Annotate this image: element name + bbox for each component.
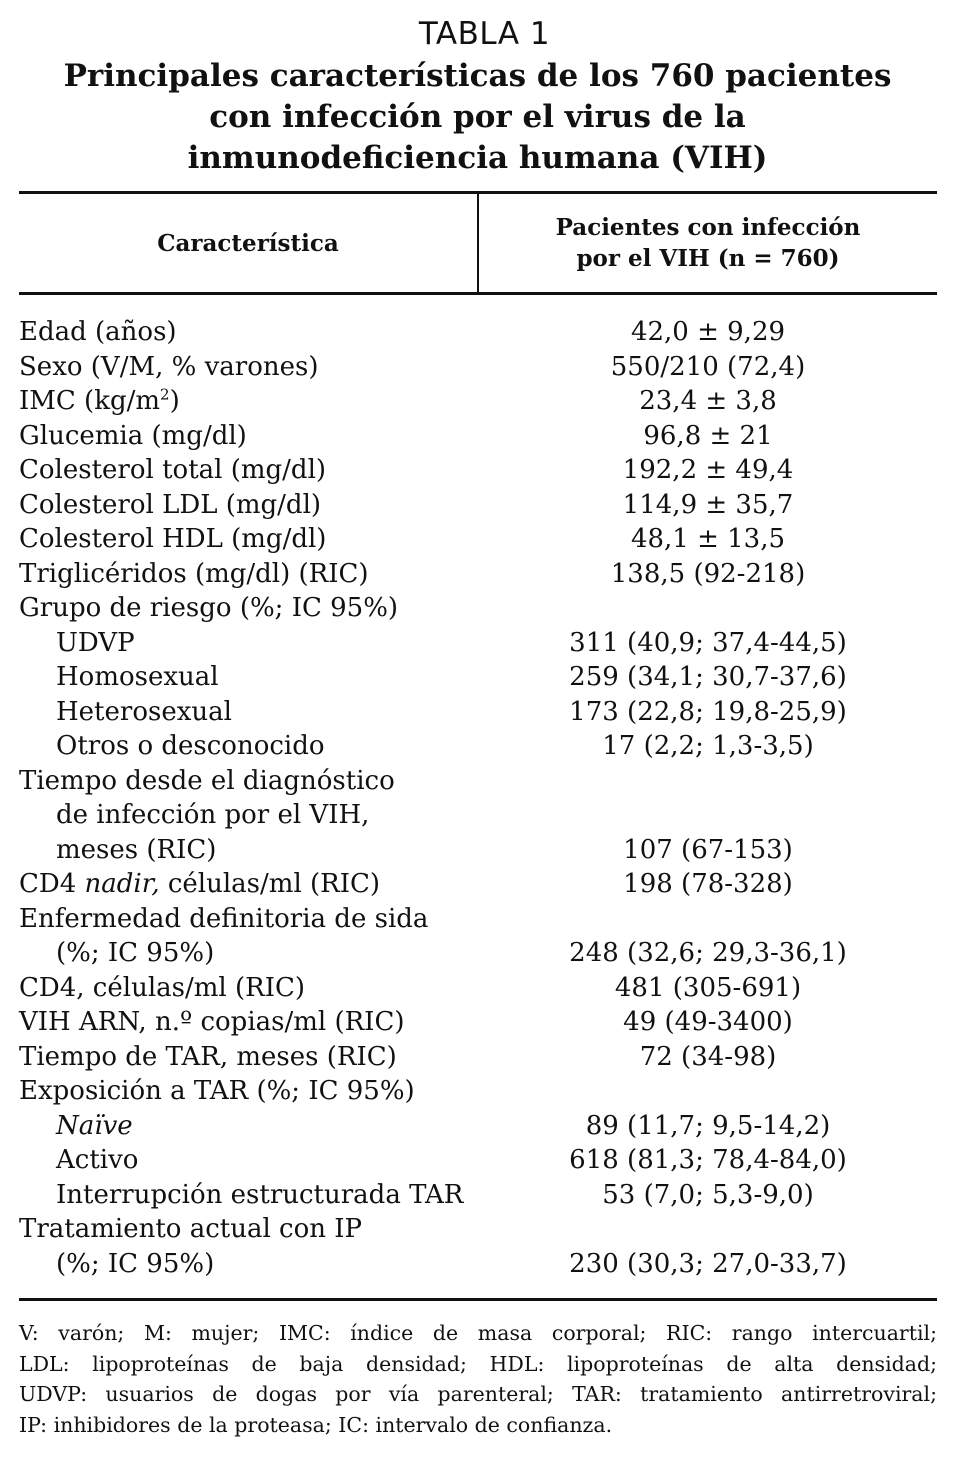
- table-row: [19, 1212, 937, 1247]
- table-row: [19, 1247, 937, 1282]
- row-label: VIH ARN, n.º copias/ml (RIC): [19, 1007, 405, 1037]
- row-value: 481 (305-691): [614, 972, 802, 1003]
- table-footnote: [19, 1318, 937, 1440]
- table-row: [19, 1074, 937, 1109]
- header-patients: [479, 194, 937, 292]
- table-row: [19, 833, 937, 868]
- table-row: [19, 1040, 937, 1075]
- table-row: [19, 419, 937, 454]
- row-value: 192,2 ± 49,4: [622, 455, 794, 485]
- table-row: [19, 350, 937, 385]
- table-row: [19, 557, 937, 592]
- table-row: [19, 764, 937, 799]
- table-row: [19, 695, 937, 730]
- table-row: [19, 971, 937, 1006]
- row-label: Interrupción estructurada TAR: [56, 1179, 464, 1210]
- row-value: 173 (22,8; 19,8-25,9): [569, 696, 847, 727]
- bottom-rule: [19, 1298, 937, 1301]
- table-row: [19, 798, 937, 833]
- row-value: 618 (81,3; 78,4-84,0): [569, 1145, 847, 1175]
- row-label: [19, 867, 380, 902]
- row-value: 259 (34,1; 30,7-37,6): [569, 662, 847, 692]
- row-label: Tiempo de TAR, meses (RIC): [19, 1041, 397, 1072]
- table-row: [19, 1143, 937, 1178]
- row-label: Triglicéridos (mg/dl) (RIC): [19, 558, 369, 589]
- row-value: 53 (7,0; 5,3-9,0): [602, 1179, 814, 1210]
- row-label: Homosexual: [56, 662, 219, 692]
- row-value: 550/210 (72,4): [610, 351, 806, 382]
- row-label: (%; IC 95%): [56, 938, 215, 968]
- footnote-line: LDL: lipoproteínas de baja densidad; HDL: lipoproteínas de alta densidad;: [19, 1351, 937, 1376]
- footnote-line: V: varón; M: mujer; IMC: índice de masa corporal; RIC: rango intercuartil;: [19, 1321, 937, 1345]
- table-row: [19, 453, 937, 488]
- table-label: TABLA 1: [418, 16, 551, 52]
- row-label: de infección por el VIH,: [56, 800, 370, 830]
- row-label: Naïve: [56, 1110, 133, 1141]
- row-label-text: ): [169, 386, 180, 416]
- superscript: 2: [160, 385, 170, 404]
- table-row: [19, 591, 937, 626]
- table-row: [19, 936, 937, 971]
- row-value: 89 (11,7; 9,5-14,2): [585, 1110, 831, 1141]
- row-label: Tratamiento actual con IP: [19, 1214, 363, 1244]
- row-label: [19, 384, 180, 419]
- header-rule: [19, 292, 937, 295]
- footnote-line: UDVP: usuarios de dogas por vía parenteral; TAR: tratamiento antirretroviral;: [19, 1382, 937, 1406]
- row-value: 311 (40,9; 37,4-44,5): [569, 627, 847, 658]
- row-value: 42,0 ± 9,29: [630, 317, 786, 347]
- row-label: Glucemia (mg/dl): [19, 420, 247, 451]
- table-row: [19, 626, 937, 661]
- table-row: [19, 488, 937, 523]
- row-value: 17 (2,2; 1,3-3,5): [602, 731, 814, 761]
- title-line: Principales características de los 760 pacientes: [63, 58, 892, 94]
- footnote-line: IP: inhibidores de la proteasa; IC: intervalo de confianza.: [19, 1412, 613, 1437]
- row-label-text: CD4: [19, 869, 85, 899]
- row-label: Grupo de riesgo (%; IC 95%): [19, 593, 399, 623]
- row-label: meses (RIC): [56, 834, 217, 865]
- row-label: Heterosexual: [56, 696, 232, 727]
- row-label: CD4, células/ml (RIC): [19, 972, 305, 1003]
- row-label-text: IMC (kg/m: [19, 386, 161, 416]
- row-value: 23,4 ± 3,8: [639, 386, 777, 416]
- row-value: 198 (78-328): [623, 869, 793, 899]
- table-row: [19, 1005, 937, 1040]
- table-row: [19, 902, 937, 937]
- row-label: Colesterol LDL (mg/dl): [19, 489, 322, 520]
- title-line: con infección por el virus de la: [209, 99, 746, 135]
- table-row: [19, 384, 937, 419]
- row-label: Otros o desconocido: [56, 731, 325, 761]
- row-label-italic: nadir,: [84, 869, 160, 899]
- row-label: Edad (años): [19, 317, 177, 347]
- row-value: 248 (32,6; 29,3-36,1): [569, 938, 847, 968]
- row-label: Enfermedad definitoria de sida: [19, 903, 429, 934]
- row-label: Activo: [56, 1145, 139, 1175]
- row-value: 107 (67-153): [623, 834, 793, 865]
- table-row: [19, 315, 937, 350]
- header-patients-line: Pacientes con infección: [555, 214, 861, 241]
- row-value: 48,1 ± 13,5: [630, 524, 786, 554]
- row-label: Colesterol HDL (mg/dl): [19, 524, 327, 554]
- row-label: Sexo (V/M, % varones): [19, 351, 319, 382]
- title-line: inmunodeficiencia humana (VIH): [187, 140, 768, 176]
- table-row: [19, 1178, 937, 1213]
- row-value: 114,9 ± 35,7: [622, 489, 794, 520]
- table-row: [19, 522, 937, 557]
- row-value: 138,5 (92-218): [610, 558, 806, 589]
- row-label: Tiempo desde el diagnóstico: [19, 765, 395, 796]
- row-label: Colesterol total (mg/dl): [19, 455, 327, 485]
- table-row: [19, 1109, 937, 1144]
- table-title: [19, 56, 936, 179]
- table-row: [19, 729, 937, 764]
- table-body: [19, 315, 937, 1281]
- row-label: Exposición a TAR (%; IC 95%): [19, 1076, 415, 1106]
- row-value: 230 (30,3; 27,0-33,7): [569, 1248, 847, 1279]
- row-label: UDVP: [56, 627, 135, 658]
- header-patients-line: por el VIH (n = 760): [576, 245, 840, 272]
- header-characteristic: Característica: [157, 229, 339, 257]
- row-value: 49 (49-3400): [623, 1007, 793, 1037]
- table-row: [19, 660, 937, 695]
- row-label: (%; IC 95%): [56, 1248, 215, 1279]
- table-row: [19, 867, 937, 902]
- row-value: 96,8 ± 21: [643, 420, 773, 451]
- row-label-text: células/ml (RIC): [159, 869, 381, 899]
- row-value: 72 (34-98): [639, 1041, 777, 1072]
